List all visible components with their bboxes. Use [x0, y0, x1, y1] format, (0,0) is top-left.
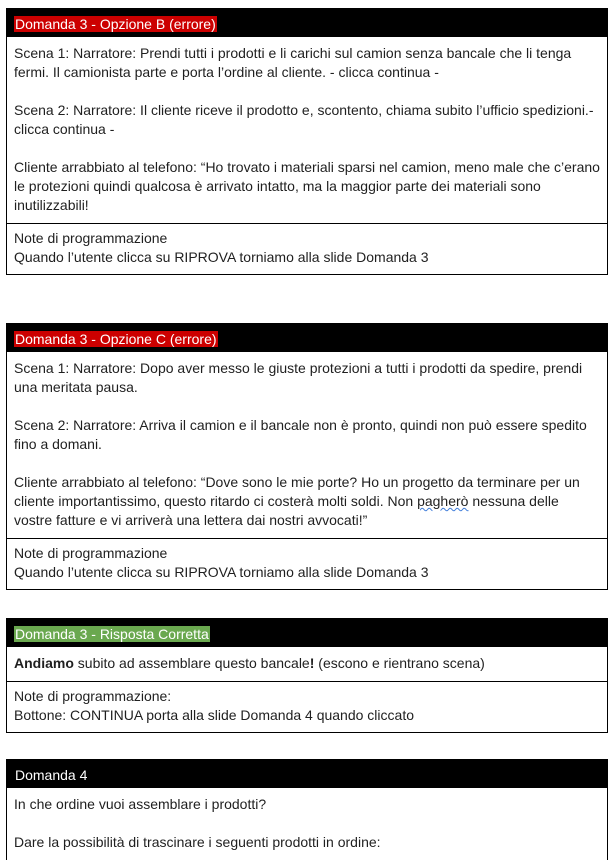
correct-bold-exclaim: ! — [309, 655, 315, 671]
option-c-client — [14, 473, 600, 530]
option-c-body — [6, 352, 608, 539]
option-c-notes — [6, 539, 608, 590]
option-c-client-text-a: Cliente arrabbiato al telefono: “Dove sono le mie porte? Ho un progetto da terminare per un cliente importantissimo, questo ritardo ci costerà molti soldi. Non — [14, 474, 580, 509]
correct-title: Domanda 3 - Risposta Corretta — [15, 626, 209, 642]
correct-body — [6, 647, 608, 682]
option-b-client: Cliente arrabbiato al telefono: “Ho trovato i materiali sparsi nel camion, meno male che c’erano le protezioni quindi qualcosa è arrivato intatto, ma la maggior parte dei materiali sono inutilizzabili! — [14, 159, 600, 213]
correct-notes — [6, 682, 608, 733]
q4-line-1: In che ordine vuoi assemblare i prodotti? — [14, 796, 267, 812]
option-b-title: Domanda 3 - Opzione B (errore) — [15, 16, 216, 32]
option-b-note-text: Quando l’utente clicca su RIPROVA torniamo alla slide Domanda 3 — [14, 249, 429, 265]
option-c-header — [6, 323, 608, 352]
section-option-c — [6, 323, 608, 590]
option-c-title: Domanda 3 - Opzione C (errore) — [15, 331, 217, 347]
correct-text-b: (escono e rientrano scena) — [314, 655, 485, 671]
section-question-4 — [6, 759, 608, 860]
section-correct-answer — [6, 618, 608, 733]
option-c-scene-1: Scena 1: Narratore: Dopo aver messo le giuste protezioni a tutti i prodotti da spedire, prendi una meritata pausa. — [14, 360, 583, 395]
correct-bold-word: Andiamo — [14, 655, 74, 671]
option-b-header — [6, 8, 608, 37]
option-c-note-title: Note di programmazione — [14, 545, 168, 561]
option-c-client-text-b: nessuna delle vostre fatture e vi arriverà una lettera dai nostri avvocati!” — [14, 493, 559, 528]
option-b-scene-1: Scena 1: Narratore: Prendi tutti i prodotti e li carichi sul camion senza bancale che li tenga fermi. Il camionista parte e porta l’ordine al cliente. - clicca continua - — [14, 45, 572, 80]
correct-text-a: subito ad assemblare questo bancale — [73, 655, 310, 671]
correct-note-title: Note di programmazione: — [14, 688, 172, 704]
option-b-scene-2: Scena 2: Narratore: Il cliente riceve il prodotto e, scontento, chiama subito l’ufficio spedizioni.- clicca continua - — [14, 102, 594, 137]
correct-text — [14, 654, 600, 673]
option-c-scene-2: Scena 2: Narratore: Arriva il camion e il bancale non è pronto, quindi non può essere spedito fino a domani. — [14, 417, 587, 452]
option-c-note-text: Quando l’utente clicca su RIPROVA torniamo alla slide Domanda 3 — [14, 564, 429, 580]
q4-body — [6, 788, 608, 860]
correct-note-text: Bottone: CONTINUA porta alla slide Domanda 4 quando cliccato — [14, 707, 414, 723]
option-c-client-underlined: pagherò — [417, 493, 469, 509]
correct-header — [6, 618, 608, 647]
option-b-notes — [6, 224, 608, 275]
q4-line-2: Dare la possibilità di trascinare i seguenti prodotti in ordine: — [14, 834, 381, 850]
option-b-body — [6, 37, 608, 224]
option-b-note-title: Note di programmazione — [14, 230, 168, 246]
q4-header — [6, 759, 608, 788]
q4-title: Domanda 4 — [15, 767, 88, 783]
section-option-b — [6, 8, 608, 275]
